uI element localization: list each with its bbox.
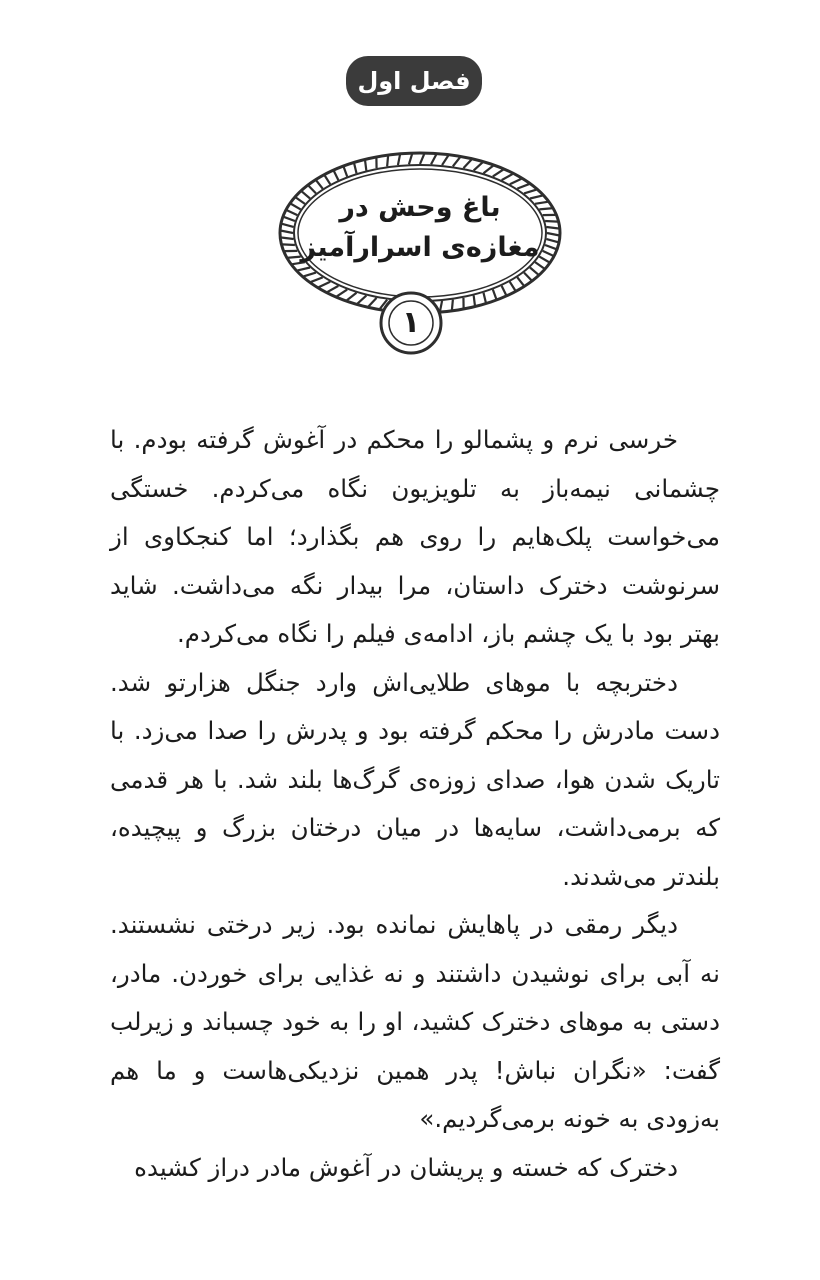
chapter-number: ۱ <box>401 305 421 340</box>
chapter-title <box>300 188 540 268</box>
paragraph-4: دخترک که خسته و پریشان در آغوش مادر دراز کشیده <box>134 1152 678 1182</box>
story-text <box>110 416 720 1192</box>
paragraph-1: خرسی نرم و پشمالو را محکم در آغوش گرفته بودم. با چشمانی نیمه‌باز به تلویزیون نگاه می‌کردم. خستگی می‌خواست پلک‌هایم را روی هم بگذارد؛ اما کنجکاوی از سرنوشت دخترک داستان، مرا بیدار نگه می‌داشت. شاید بهتر بود با یک چشم باز، ادامه‌ی فیلم را نگاه می‌کردم. <box>110 425 720 648</box>
chapter-label: فصل اول <box>346 56 482 106</box>
paragraph-3: دیگر رمقی در پاهایش نمانده بود. زیر درختی نشستند. نه آبی برای نوشیدن داشتند و نه غذایی برای خوردن. مادر، دستی به موهای دخترک کشید، او را به خود چسباند و زیرلب گفت: «نگران نباش! پدر همین نزدیکی‌هاست و ما هم به‌زودی به خونه برمی‌گردیم.» <box>110 910 720 1133</box>
chapter-title-line-2: مغازه‌ی اسرارآمیز <box>300 232 540 263</box>
paragraph-2: دختربچه با موهای طلایی‌اش وارد جنگل هزارتو شد. دست مادرش را محکم گرفته بود و پدرش را صدا می‌زد. با تاریک شدن هوا، صدای زوزه‌ی گرگ‌ها بلند شد. با هر قدمی که برمی‌داشت، سایه‌ها در میان درختان بزرگ و پیچیده، بلندتر می‌شدند. <box>110 667 720 891</box>
chapter-title-line-1: باغ وحش در <box>339 192 501 223</box>
